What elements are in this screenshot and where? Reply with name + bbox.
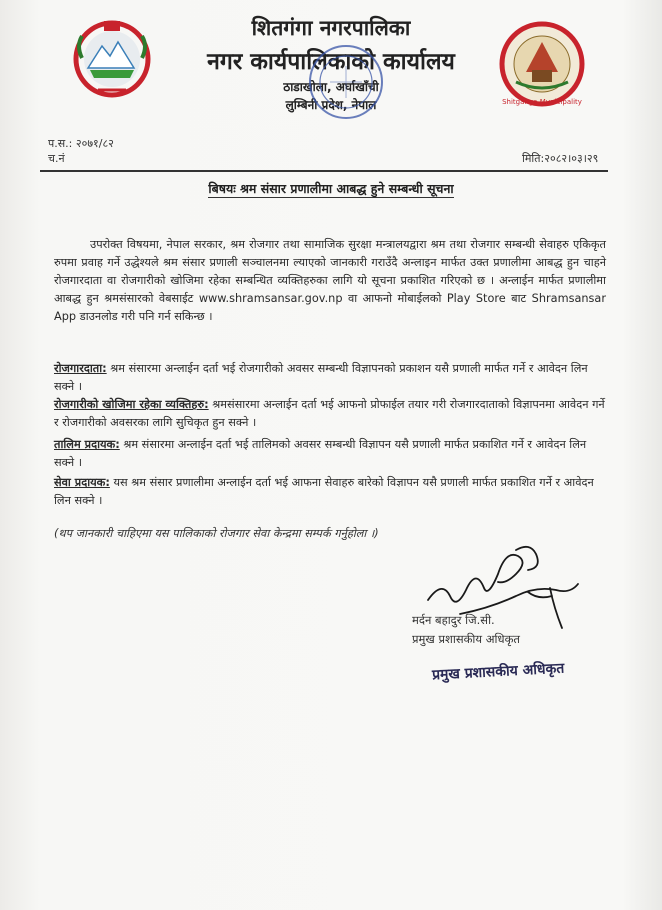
list-item [54, 360, 606, 396]
body-text: उपरोक्त विषयमा, नेपाल सरकार, श्रम रोजगार तथा सामाजिक सुरक्षा मन्त्रालयद्वारा श्रम तथा रोजगार सम्बन्धी सेवाहरु एकिकृत रुपमा प्रवाह गर्ने उद्धेश्यले श्रम संसार प्रणाली सञ्चालनमा ल्याएको जानकारी गराउँदै अन्लाइन मार्फत उक्त प्रणालीमा आबद्ध हुन चाहने रोजगारदाता वा रोजगारीको खोजिमा रहेका सम्बन्धित व्यक्तिहरुका लागि यो सूचना प्रकाशित गरिएको छ । अन्लाईन मार्फत प्रणालीमा आबद्ध हुन श्रमसंसारको वेबसाईट www.shramsansar.gov.np वा आफनो मोबाईलको Play Store बाट Shramsansar App डाउनलोड गरी पनि गर्न सकिन्छ । [54, 238, 606, 323]
designation-seal: प्रमुख प्रशासकीय अधिकृत [431, 660, 565, 684]
item-label: रोजगारदाता: [54, 362, 107, 375]
list-item [54, 436, 606, 472]
signatory-name: मर्दन बहादुर जि.सी. [412, 613, 495, 627]
notice-date: मिति:२०८२।०३।२९ [522, 152, 599, 165]
dispatch-number: च.नं [48, 152, 65, 165]
signatory-designation: प्रमुख प्रशासकीय अधिकृत [412, 632, 520, 646]
office-stamp-icon [300, 40, 392, 124]
item-text: श्रम संसारमा अन्लाईन दर्ता भई तालिमको अवसर सम्बन्धी विज्ञापन यसै प्रणाली मार्फत प्रकाशित गर्ने र आवेदन लिन सक्ने । [54, 438, 587, 469]
subject-heading [0, 180, 662, 197]
municipality-name: शितगंगा नगरपालिका [251, 16, 411, 40]
office-address: ठाडाखोला, अर्घाखाँची [283, 80, 379, 94]
item-text: श्रम संसारमा अन्लाईन दर्ता भई रोजगारीको अवसर सम्बन्धी विज्ञापनको प्रकाशन यसै प्रणाली मार्फत गर्ने र आवेदन लिन सक्ने । [54, 362, 588, 393]
subject-text: बिषयः श्रम संसार प्रणालीमा आबद्ध हुने सम्बन्धी सूचना [208, 181, 454, 196]
list-item [54, 396, 606, 432]
office-province: लुम्बिनी प्रदेश, नेपाल [285, 98, 377, 112]
body-paragraph [54, 236, 606, 326]
item-label: सेवा प्रदायक: [54, 476, 110, 489]
list-item [54, 474, 606, 510]
item-text: यस श्रम संसार प्रणालीमा अन्लाईन दर्ता भई आफना सेवाहरु बारेको विज्ञापन यसै प्रणाली मार्फत प्रकाशित गर्ने र आवेदन लिन सक्ने । [54, 476, 594, 507]
nepal-emblem-icon [68, 16, 156, 98]
header-divider [40, 170, 608, 172]
item-label: रोजगारीको खोजिमा रहेका व्यक्तिहरु: [54, 398, 209, 411]
office-name: नगर कार्यपालिकाको कार्यालय [207, 49, 455, 75]
reference-number: प.स.: २०७१/८२ [48, 137, 114, 150]
item-label: तालिम प्रदायक: [54, 438, 120, 451]
contact-note: (थप जानकारी चाहिएमा यस पालिकाको रोजगार सेवा केन्द्रमा सम्पर्क गर्नुहोला ।) [54, 527, 379, 540]
item-text: श्रमसंसारमा अन्लाईन दर्ता भई आफनो प्रोफाईल तयार गरी रोजगारदाताको विज्ञापनमा आवेदन गर्ने र रोजगारीको अवसरका लागि सुचिकृत हुन सक्ने । [54, 398, 605, 429]
municipality-logo-text: Shitganga Municipality [502, 98, 582, 106]
